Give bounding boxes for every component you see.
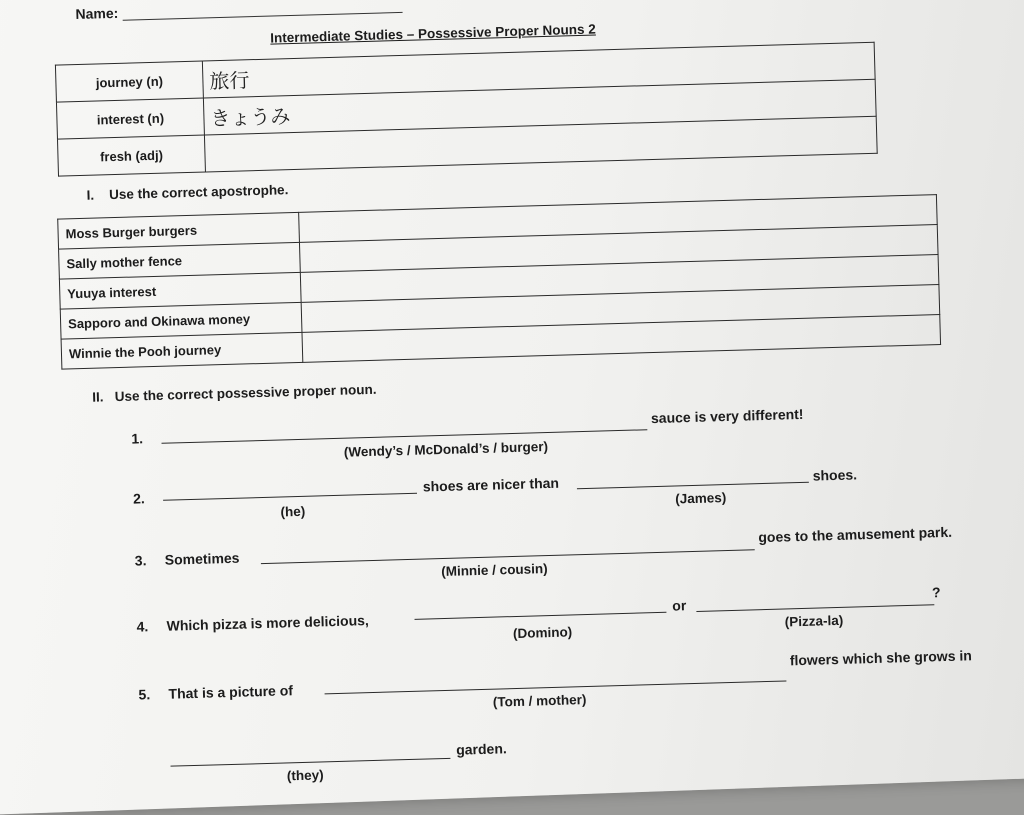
q4-hint-2: (Pizza-la) (784, 612, 844, 630)
name-label: Name: (75, 4, 119, 23)
q1-number: 1. (131, 430, 144, 447)
name-field[interactable] (122, 2, 402, 21)
q5-before-text: That is a picture of (168, 682, 294, 702)
q2-after-text: shoes. (812, 466, 858, 484)
section2-title: Use the correct possessive proper noun. (114, 381, 377, 405)
q2-blank-1[interactable] (163, 493, 417, 501)
vocab-word: fresh (adj) (57, 135, 205, 176)
q4-after-text: ? (931, 584, 941, 601)
q2-blank-2[interactable] (577, 482, 809, 489)
apostrophe-table (57, 194, 941, 370)
section1-title: Use the correct apostrophe. (108, 182, 289, 203)
vocab-table (55, 42, 878, 177)
q3-before-text: Sometimes (164, 549, 240, 568)
apostrophe-prompt: Sapporo and Okinawa money (60, 302, 302, 339)
q1-after-text: sauce is very different! (650, 405, 804, 427)
q4-blank-2[interactable] (696, 604, 934, 612)
q3-hint: (Minnie / cousin) (440, 561, 548, 580)
apostrophe-prompt: Moss Burger burgers (58, 212, 300, 249)
q4-mid-text: or (672, 597, 687, 614)
q5-blank-2[interactable] (171, 758, 451, 767)
q3-after-text: goes to the amusement park. (758, 523, 953, 546)
q5-hint-2: (they) (286, 767, 324, 784)
worksheet-title: Intermediate Studies – Possessive Proper Nouns 2 (270, 21, 596, 46)
q1-hint: (Wendy’s / McDonald’s / burger) (343, 439, 549, 460)
q5-after-text: flowers which she grows in (789, 647, 973, 669)
q5-number: 5. (138, 686, 151, 703)
apostrophe-prompt: Yuuya interest (59, 272, 301, 309)
q3-number: 3. (134, 552, 147, 569)
apostrophe-prompt: Sally mother fence (59, 242, 301, 279)
apostrophe-prompt: Winnie the Pooh journey (61, 332, 303, 369)
q4-number: 4. (136, 618, 149, 635)
section2-heading (92, 382, 377, 405)
vocab-answer[interactable]: きょうみ (203, 79, 876, 135)
q4-blank-1[interactable] (415, 612, 667, 620)
q4-before-text: Which pizza is more delicious, (166, 612, 370, 634)
vocab-answer[interactable]: 旅行 (202, 42, 875, 98)
q2-mid-text: shoes are nicer than (422, 474, 560, 495)
section1-heading (86, 182, 288, 203)
q4-hint-1: (Domino) (512, 624, 573, 642)
q5-line2-after-text: garden. (455, 740, 507, 758)
q2-hint-2: (James) (675, 490, 727, 507)
q2-number: 2. (132, 490, 145, 507)
q5-hint: (Tom / mother) (492, 692, 587, 710)
vocab-word: journey (n) (55, 61, 203, 102)
vocab-word: interest (n) (56, 98, 204, 139)
q1-blank[interactable] (162, 429, 648, 444)
q2-hint-1: (he) (280, 503, 306, 520)
section1-number: I. (86, 187, 95, 203)
section2-number: II. (91, 389, 104, 405)
